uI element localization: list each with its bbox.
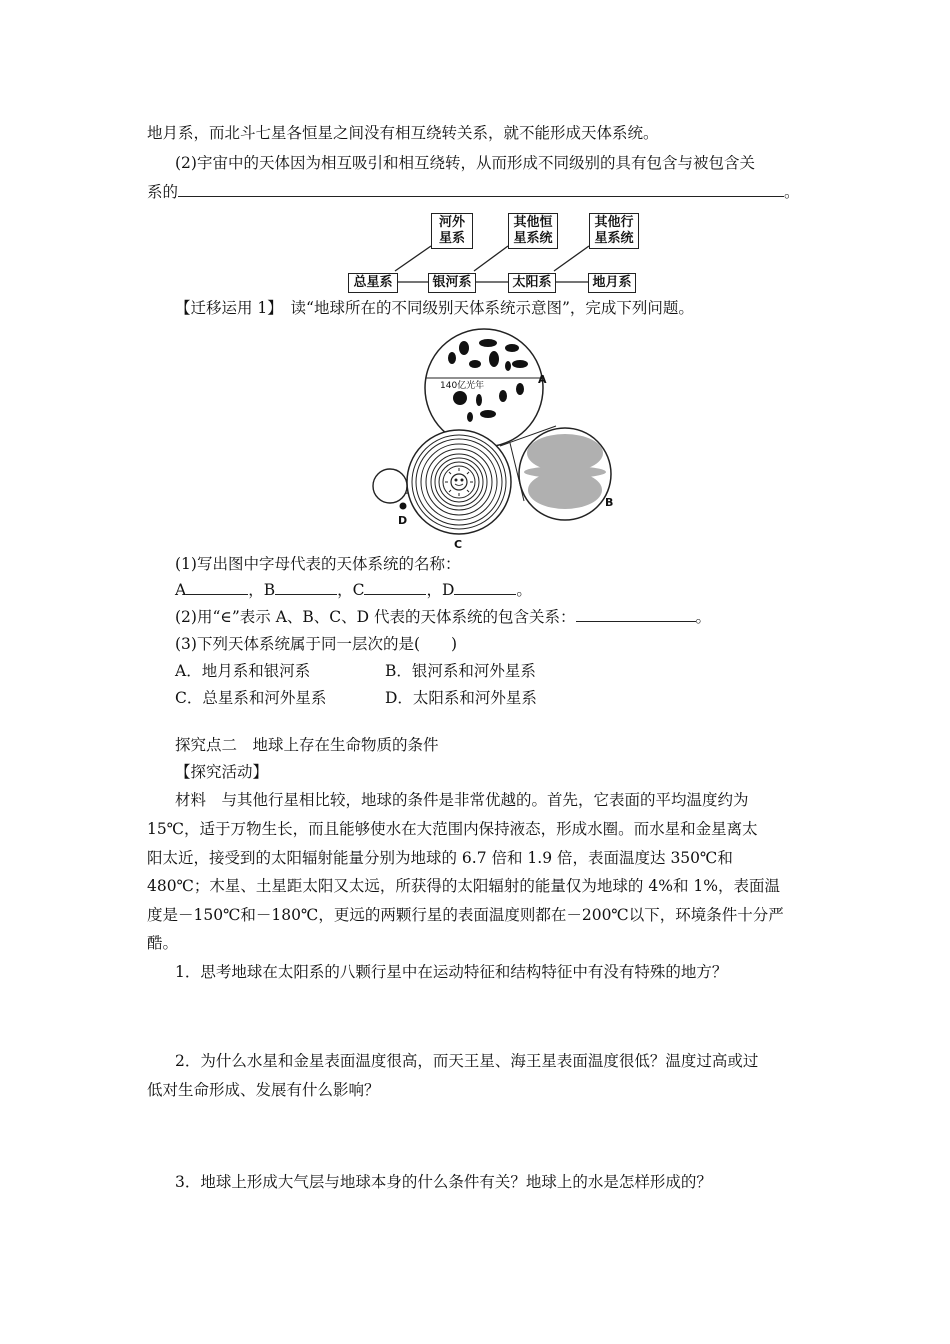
circle-b-galaxy [519, 428, 614, 520]
option-b[interactable]: B．银河系和河外星系 [385, 662, 536, 680]
text-fragment: ，C [337, 581, 365, 599]
text-fragment: 。 [516, 581, 532, 599]
text-fragment: ，D [426, 581, 455, 599]
hierarchy-box-earth-moon: 地月系 [588, 273, 636, 293]
hierarchy-box-extragalactic: 河外 星系 [431, 213, 473, 249]
hierarchy-box-other-star-systems: 其他恒 星系统 [508, 213, 558, 249]
circle-a-universe [425, 329, 543, 447]
circle-d-earth-moon [373, 469, 407, 510]
label-b: B [605, 496, 614, 509]
question-1-blanks [175, 580, 532, 600]
answer-blank-a[interactable] [186, 580, 248, 595]
material-line: 480℃；木星、土星距太阳又太远，所获得的太阳辐射的能量仅为地球的 4%和 1%，表面温 [147, 877, 780, 895]
answer-blank-d[interactable] [454, 580, 516, 595]
discussion-question-1: 1．思考地球在太阳系的八颗行星中在运动特征和结构特征中有没有特殊的地方？ [175, 963, 728, 981]
discussion-question-2-cont: 低对生命形成、发展有什么影响？ [147, 1081, 380, 1099]
option-d[interactable]: D．太阳系和河外星系 [385, 689, 537, 707]
question-3: (3)下列天体系统属于同一层次的是( ) [175, 635, 458, 653]
text-fragment: (2)用“∈”表示 A、B、C、D 代表的天体系统的包含关系： [175, 608, 576, 626]
material-line: 度是－150℃和－180℃，更远的两颗行星的表面温度则都在－200℃以下，环境条件十分严 [147, 906, 784, 924]
answer-blank-c[interactable] [364, 580, 426, 595]
option-a[interactable]: A．地月系和银河系 [175, 662, 311, 680]
activity-title: 【探究活动】 [175, 763, 269, 781]
hierarchy-box-universe: 总星系 [348, 273, 398, 293]
practice-title: 【迁移运用 1】 读“地球所在的不同级别天体系统示意图”，完成下列问题。 [175, 299, 694, 317]
label-c: C [454, 538, 463, 551]
question-2 [175, 607, 711, 627]
celestial-systems-figure [360, 326, 620, 552]
material-line: 酷。 [147, 934, 179, 952]
hierarchy-box-solar-system: 太阳系 [508, 273, 556, 293]
text-fragment: 。 [784, 183, 800, 201]
material-line: 阳太近，接受到的太阳辐射能量分别为地球的 6.7 倍和 1.9 倍，表面温度达 350℃和 [147, 849, 733, 867]
text-fragment: 。 [695, 608, 712, 626]
material-line: 15℃，适于万物生长，而且能够使水在大范围内保持液态，形成水圈。而水星和金星离太 [147, 820, 758, 838]
text-fragment: A [175, 581, 187, 599]
answer-blank-relation[interactable] [576, 607, 696, 622]
section-title: 探究点二 地球上存在生命物质的条件 [175, 736, 439, 754]
svg-text:140亿光年: 140亿光年 [440, 381, 485, 391]
question-1: (1)写出图中字母代表的天体系统的名称： [175, 555, 461, 573]
hierarchy-box-other-planet-systems: 其他行 星系统 [589, 213, 639, 249]
text-fragment: 系的 [147, 183, 179, 201]
text-line: 地月系，而北斗七星各恒星之间没有相互绕转关系，就不能形成天体系统。 [147, 124, 659, 142]
label-d: D [398, 514, 408, 527]
discussion-question-2: 2．为什么水星和金星表面温度很高，而天王星、海王星表面温度很低？温度过高或过 [175, 1052, 759, 1070]
hierarchy-box-milky-way: 银河系 [428, 273, 476, 293]
text-line: (2)宇宙中的天体因为相互吸引和相互绕转，从而形成不同级别的具有包含与被包含关 [175, 154, 755, 172]
option-c[interactable]: C．总星系和河外星系 [175, 689, 327, 707]
answer-blank-b[interactable] [275, 580, 337, 595]
text-fragment: ，B [248, 581, 276, 599]
circle-c-solar-system [407, 430, 511, 534]
hierarchy-connectors [0, 0, 950, 300]
label-a: A [538, 373, 547, 386]
discussion-question-3: 3．地球上形成大气层与地球本身的什么条件有关？地球上的水是怎样形成的？ [175, 1173, 712, 1191]
material-line: 材料 与其他行星相比较，地球的条件是非常优越的。首先，它表面的平均温度约为 [175, 791, 749, 809]
